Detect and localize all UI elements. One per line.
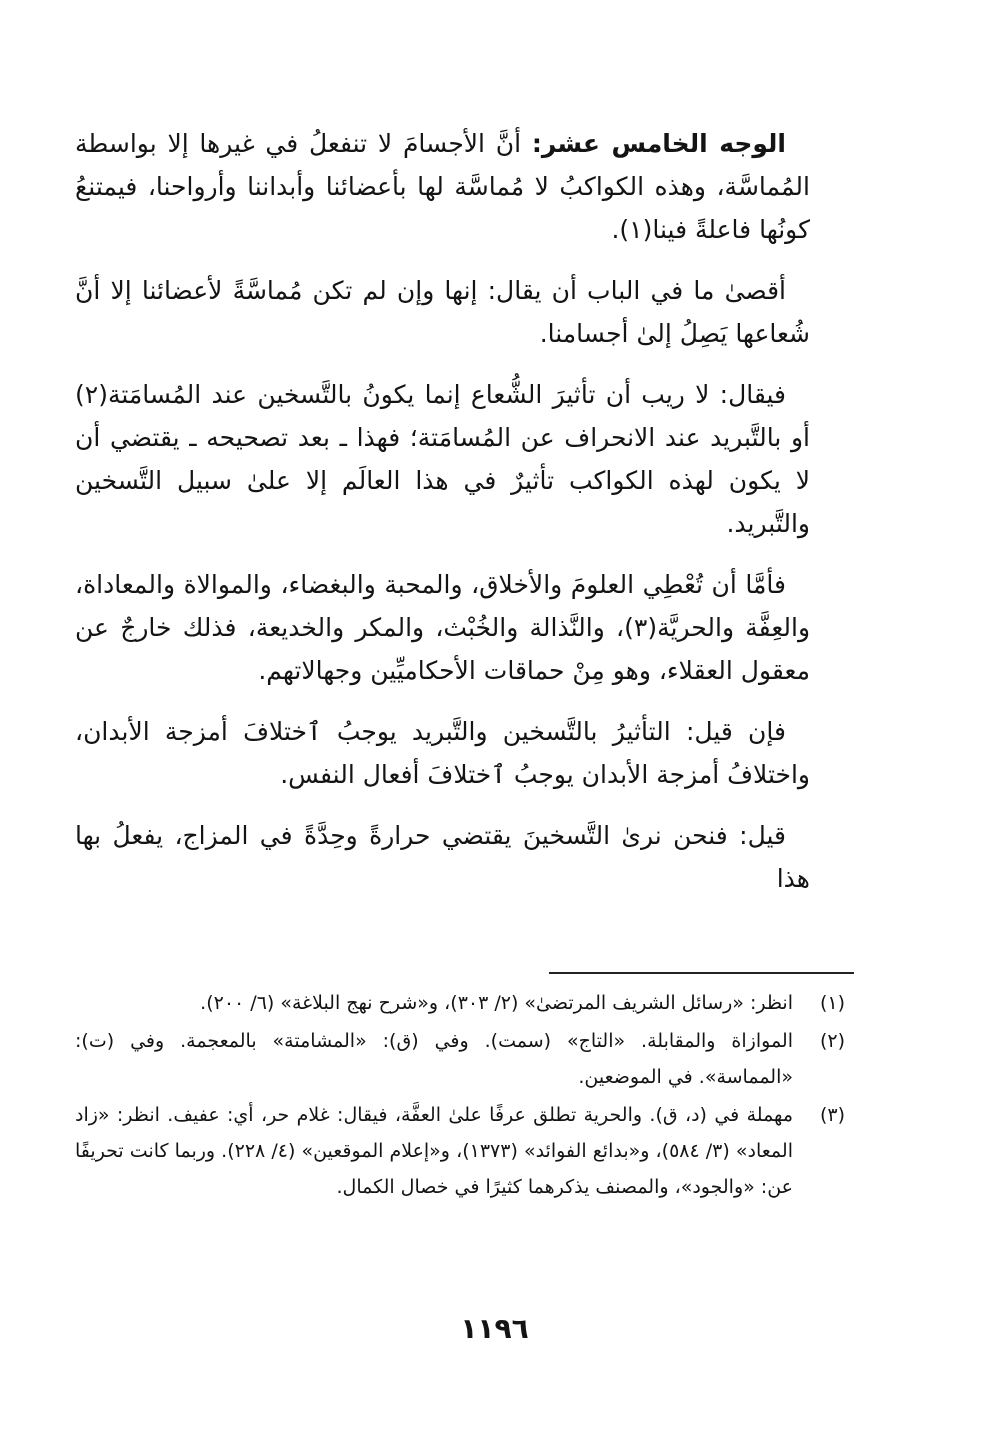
footnote-2 — [75, 1023, 845, 1095]
footnote-number: (٣) — [819, 1104, 845, 1126]
footnote-1 — [75, 985, 845, 1021]
footnote-number: (١) — [819, 992, 845, 1014]
paragraph-1-heading: الوجه الخامس عشر: — [531, 129, 786, 158]
paragraph-4: فأمَّا أن تُعْطِي العلومَ والأخلاق، والمحبة والبغضاء، والموالاة والمعاداة، والعِفَّة والحريَّة(٣)، والنَّذالة والخُبْث، والمكر والخديعة، فذلك خارجٌ عن معقول العقلاء، وهو مِنْ حماقات الأحكاميِّين وجهالاتهم. — [75, 570, 811, 685]
paragraph-5: فإن قيل: التأثيرُ بالتَّسخين والتَّبريد يوجبُ ٱختلافَ أمزجة الأبدان، واختلافُ أمزجة الأبدان يوجبُ ٱختلافَ أفعال النفس. — [75, 717, 810, 789]
footnote-text: انظر: «رسائل الشريف المرتضىٰ» (٢/ ٣٠٣)، و«شرح نهج البلاغة» (٦/ ٢٠٠). — [200, 992, 793, 1014]
paragraph-1-text: أنَّ الأجسامَ لا تنفعلُ في غيرها إلا بواسطة المُماسَّة، وهذه الكواكبُ لا مُماسَّة لها بأعضائنا وأبداننا وأرواحنا، فيمتنعُ كونُها فاعلةً فينا(١). — [75, 129, 810, 244]
main-text — [75, 122, 810, 918]
paragraph-6: قيل: فنحن نرىٰ التَّسخينَ يقتضي حرارةً وحِدَّةً في المزاج، يفعلُ بها هذا — [75, 821, 810, 893]
paragraph-2: أقصىٰ ما في الباب أن يقال: إنها وإن لم تكن مُماسَّةً لأعضائنا إلا أنَّ شُعاعها يَصِلُ إلىٰ أجسامنا. — [75, 276, 810, 348]
footnote-separator — [549, 972, 854, 974]
paragraph-3: فيقال: لا ريب أن تأثيرَ الشُّعاع إنما يكونُ بالتَّسخين عند المُسامَتة(٢) أو بالتَّبريد عند الانحراف عن المُسامَتة؛ فهذا ـ بعد تصحيحه ـ يقتضي أن لا يكون لهذه الكواكب تأثيرٌ في هذا العالَم إلا علىٰ سبيل التَّسخين والتَّبريد. — [75, 380, 810, 538]
paragraph-1 — [75, 122, 810, 251]
page-number: ١١٩٦ — [460, 1312, 529, 1345]
footnote-text: مهملة في (د، ق). والحرية تطلق عرفًا علىٰ العفَّة، فيقال: غلام حر، أي: عفيف. انظر: «زاد المعاد» (٣/ ٥٨٤)، و«بدائع الفوائد» (١٣٧٣)، و«إعلام الموقعين» (٤/ ٢٢٨). وربما كانت تحريفًا عن: «والجود»، والمصنف يذكرهما كثيرًا في خصال الكمال. — [75, 1104, 793, 1198]
footnote-number: (٢) — [819, 1030, 845, 1052]
footnote-3 — [75, 1097, 845, 1205]
footnotes — [75, 985, 845, 1207]
footnote-text: الموازاة والمقابلة. «التاج» (سمت). وفي (ق): «المشامتة» بالمعجمة. وفي (ت): «المماسة». في الموضعين. — [75, 1030, 793, 1088]
